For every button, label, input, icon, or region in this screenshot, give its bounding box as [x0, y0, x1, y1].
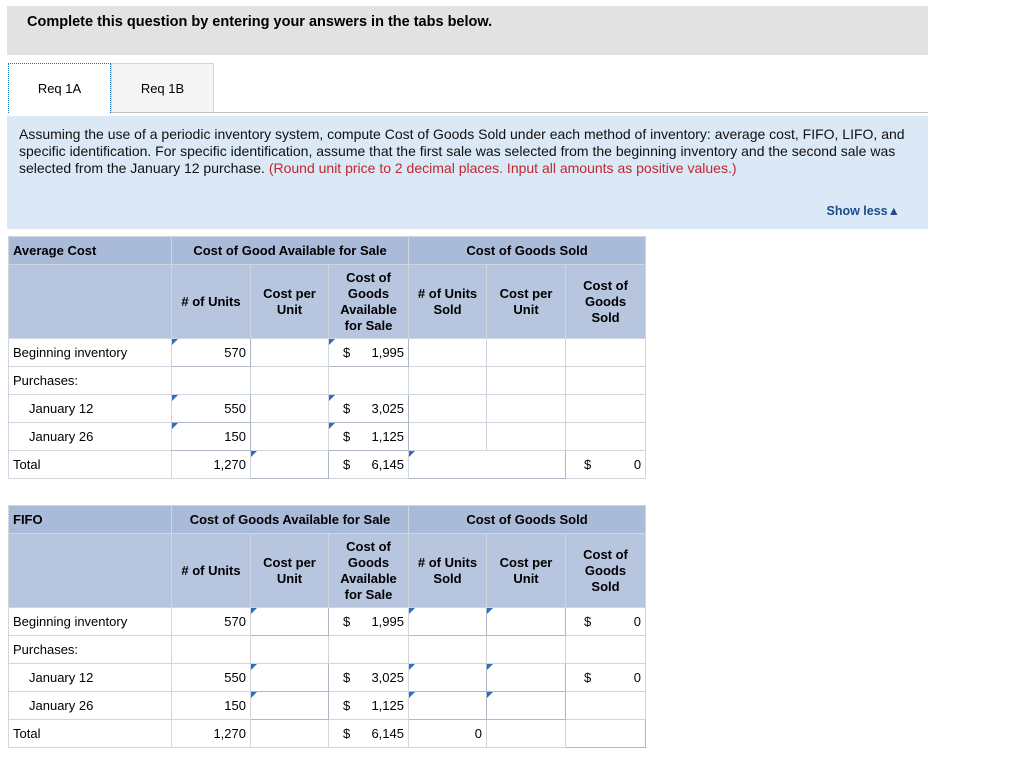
- section-label-fifo: FIFO: [9, 506, 172, 534]
- cogs-cell: [566, 608, 646, 636]
- row-label: January 12: [9, 395, 172, 423]
- empty-header-cell: [9, 534, 172, 608]
- table-row: [9, 692, 646, 720]
- cogafs-input[interactable]: [329, 395, 409, 423]
- cost-per-unit-cell: [251, 720, 329, 748]
- fifo-table: [8, 505, 646, 748]
- dollar-sign: $: [343, 698, 351, 713]
- cost-per-unit-input[interactable]: [251, 608, 329, 636]
- cogafs-total: [329, 720, 409, 748]
- units-total: 1,270: [172, 720, 251, 748]
- empty-header-cell: [9, 265, 172, 339]
- cogafs-value: 1,995: [371, 345, 405, 360]
- dollar-sign: $: [584, 457, 592, 472]
- row-label: January 26: [9, 423, 172, 451]
- instructions-hint: (Round unit price to 2 decimal places. Input all amounts as positive values.): [268, 160, 737, 176]
- cogafs-value: 6,145: [371, 726, 404, 741]
- units-input[interactable]: 150: [172, 423, 251, 451]
- instructions-body: Assuming the use of a periodic inventory system, compute Cost of Goods Sold under each method of inventory: average cost, FIFO, LIFO, and specific identification. For specific identification, assume that the first sale was selected from the beginning inventory and the second sale was selected from the January 12 purchase.: [19, 126, 905, 176]
- cogafs-value: 1,125: [371, 698, 404, 713]
- cost-per-unit-sold-input[interactable]: [487, 608, 566, 636]
- table-row: [9, 636, 646, 664]
- col-header-cost-per-unit-sold: Cost per Unit: [487, 534, 566, 608]
- col-header-cogafs: Cost of Goods Available for Sale: [329, 265, 409, 339]
- tab-divider: [111, 112, 928, 113]
- col-header-cogafs: Cost of Goods Available for Sale: [329, 534, 409, 608]
- instructions-box: [7, 116, 928, 229]
- col-header-cost-per-unit-sold: Cost per Unit: [487, 265, 566, 339]
- units-input[interactable]: 570: [172, 339, 251, 367]
- col-header-units: # of Units: [172, 265, 251, 339]
- row-label: January 12: [9, 664, 172, 692]
- cogs-total-input[interactable]: [566, 720, 646, 748]
- row-label: Purchases:: [9, 367, 172, 395]
- cogafs-value: 1,125: [371, 429, 405, 444]
- table-row: [9, 395, 646, 423]
- col-header-cogs: Cost of Goods Sold: [566, 534, 646, 608]
- row-label: Beginning inventory: [9, 608, 172, 636]
- cogs-cell: [566, 664, 646, 692]
- cost-per-unit-sold-input[interactable]: [487, 692, 566, 720]
- table-row: [9, 423, 646, 451]
- cogs-cell: [566, 692, 646, 720]
- cogafs-input[interactable]: [329, 339, 409, 367]
- cogafs-input[interactable]: [329, 423, 409, 451]
- cost-per-unit-sold-cell: [487, 339, 566, 367]
- col-header-cost-per-unit: Cost per Unit: [251, 534, 329, 608]
- cost-per-unit-sold-cell: [487, 720, 566, 748]
- units-sold-input[interactable]: [409, 608, 487, 636]
- units-sold-cell: [409, 339, 487, 367]
- row-label: Total: [9, 451, 172, 479]
- cost-per-unit-input[interactable]: [251, 664, 329, 692]
- col-header-cost-per-unit: Cost per Unit: [251, 265, 329, 339]
- cogafs-value: 1,995: [371, 614, 404, 629]
- dollar-sign: $: [584, 670, 592, 685]
- units-value: 150: [172, 692, 251, 720]
- dollar-sign: $: [343, 670, 351, 685]
- instructions-text: [19, 126, 914, 177]
- units-sold-input[interactable]: [409, 692, 487, 720]
- table-row: [9, 367, 646, 395]
- dollar-sign: $: [343, 401, 351, 416]
- cost-per-unit-cell: [251, 423, 329, 451]
- units-total: 1,270: [172, 451, 251, 479]
- table-row: [9, 339, 646, 367]
- col-header-cogs: Cost of Goods Sold: [566, 265, 646, 339]
- cogafs-total: [329, 451, 409, 479]
- cogafs-value: 3,025: [371, 401, 405, 416]
- row-label: January 26: [9, 692, 172, 720]
- cogafs-value-cell: [329, 608, 409, 636]
- units-sold-input[interactable]: [409, 451, 566, 479]
- cogafs-value: 3,025: [371, 670, 404, 685]
- table-row: [9, 720, 646, 748]
- row-label: Purchases:: [9, 636, 172, 664]
- cost-per-unit-cell: [251, 339, 329, 367]
- cogs-value: 0: [633, 457, 642, 472]
- cogs-value: 0: [633, 670, 642, 685]
- col-header-units-sold: # of Units Sold: [409, 265, 487, 339]
- average-cost-table: [8, 236, 646, 479]
- cost-per-unit-input[interactable]: [251, 692, 329, 720]
- units-sold-input[interactable]: [409, 664, 487, 692]
- cost-per-unit-cell: [251, 395, 329, 423]
- col-header-units-sold: # of Units Sold: [409, 534, 487, 608]
- dollar-sign: $: [343, 614, 351, 629]
- units-sold-total: 0: [409, 720, 487, 748]
- show-less-link[interactable]: Show less▲: [826, 204, 900, 218]
- table-row: [9, 608, 646, 636]
- group-header-available: Cost of Goods Available for Sale: [172, 506, 409, 534]
- row-label: Beginning inventory: [9, 339, 172, 367]
- cogafs-value-cell: [329, 664, 409, 692]
- table-row: [9, 451, 646, 479]
- group-header-sold: Cost of Goods Sold: [409, 237, 646, 265]
- cogs-value: 0: [633, 614, 642, 629]
- group-header-available: Cost of Good Available for Sale: [172, 237, 409, 265]
- dollar-sign: $: [343, 726, 351, 741]
- dollar-sign: $: [343, 457, 351, 472]
- cogs-total: [566, 451, 646, 479]
- dollar-sign: $: [343, 429, 351, 444]
- tab-req-1a[interactable]: Req 1A: [8, 63, 111, 113]
- cost-per-unit-input[interactable]: [251, 451, 329, 479]
- units-input[interactable]: 550: [172, 395, 251, 423]
- cost-per-unit-sold-input[interactable]: [487, 664, 566, 692]
- tab-req-1b[interactable]: Req 1B: [111, 63, 214, 113]
- units-value: 570: [172, 608, 251, 636]
- cogafs-value-cell: [329, 692, 409, 720]
- header-bar: [7, 6, 928, 55]
- group-header-sold: Cost of Goods Sold: [409, 506, 646, 534]
- cogafs-value: 6,145: [371, 457, 405, 472]
- dollar-sign: $: [343, 345, 351, 360]
- section-label-average-cost: Average Cost: [9, 237, 172, 265]
- col-header-units: # of Units: [172, 534, 251, 608]
- row-label: Total: [9, 720, 172, 748]
- cogs-cell: [566, 339, 646, 367]
- dollar-sign: $: [584, 614, 592, 629]
- units-value: 550: [172, 664, 251, 692]
- table-row: [9, 664, 646, 692]
- page-title: Complete this question by entering your answers in the tabs below.: [27, 14, 493, 30]
